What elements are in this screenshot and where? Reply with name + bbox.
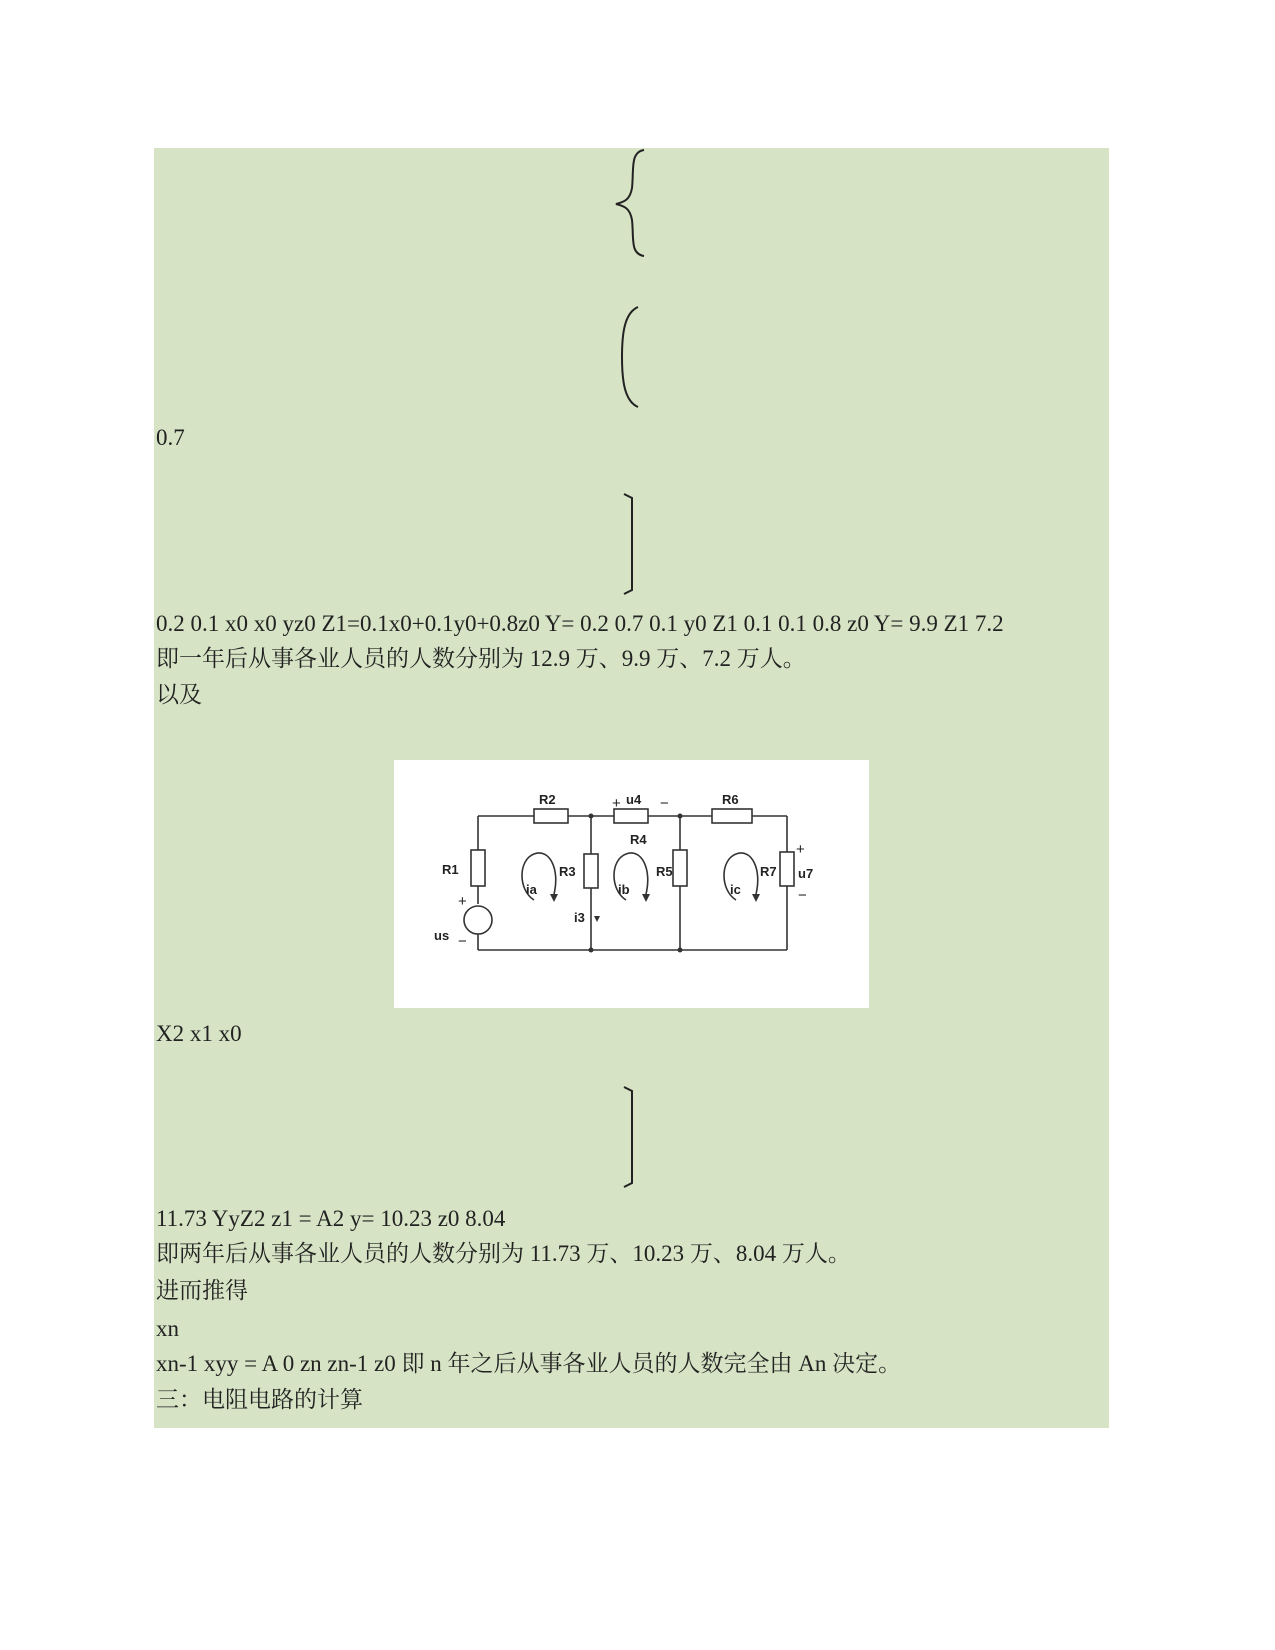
label-ib: ib bbox=[618, 882, 630, 897]
label-r3: R3 bbox=[559, 864, 576, 879]
label-r2: R2 bbox=[539, 792, 556, 807]
text-line-10: xn-1 xyy = A 0 zn zn-1 z0 即 n 年之后从事各业人员的人数完全由 An 决定。 bbox=[156, 1351, 902, 1376]
text-line-7: 即两年后从事各业人员的人数分别为 11.73 万、10.23 万、8.04 万人。 bbox=[156, 1241, 851, 1266]
text-line-1: 0.7 bbox=[156, 425, 185, 450]
label-u4: u4 bbox=[626, 792, 642, 807]
section-heading: 三：电阻电路的计算 bbox=[156, 1387, 363, 1412]
u7-minus-sign: − bbox=[798, 887, 807, 904]
us-plus-sign: + bbox=[458, 893, 467, 910]
text-line-6: 11.73 YyZ2 z1 = A2 y= 10.23 z0 8.04 bbox=[156, 1206, 506, 1231]
us-minus-sign: − bbox=[458, 933, 467, 950]
label-ic: ic bbox=[730, 882, 741, 897]
u4-plus-sign: + bbox=[612, 795, 621, 812]
label-r5: R5 bbox=[656, 864, 673, 879]
text-line-2: 0.2 0.1 x0 x0 yz0 Z1=0.1x0+0.1y0+0.8z0 Y= 0.2 0.7 0.1 y0 Z1 0.1 0.1 0.8 z0 Y= 9.9 Z1 7.2 bbox=[156, 611, 1004, 636]
circuit-diagram bbox=[394, 760, 869, 1008]
left-paren bbox=[616, 305, 646, 409]
label-r4: R4 bbox=[630, 832, 647, 847]
u4-minus-sign: − bbox=[660, 795, 669, 812]
right-bracket-2 bbox=[620, 1085, 644, 1189]
text-line-5: X2 x1 x0 bbox=[156, 1021, 242, 1046]
label-r1: R1 bbox=[442, 862, 459, 877]
label-r6: R6 bbox=[722, 792, 739, 807]
text-line-8: 进而推得 bbox=[156, 1278, 248, 1303]
label-us: us bbox=[434, 928, 450, 943]
left-curly-brace bbox=[610, 148, 650, 258]
label-u7: u7 bbox=[798, 866, 814, 881]
text-line-4: 以及 bbox=[156, 682, 202, 707]
text-line-3: 即一年后从事各业人员的人数分别为 12.9 万、9.9 万、7.2 万人。 bbox=[156, 646, 806, 671]
label-ia: ia bbox=[526, 882, 537, 897]
text-line-9: xn bbox=[156, 1316, 179, 1341]
u7-plus-sign: + bbox=[796, 841, 805, 858]
label-i3: i3 bbox=[574, 910, 585, 925]
circuit-svg bbox=[394, 760, 869, 1008]
label-r7: R7 bbox=[760, 864, 777, 879]
right-bracket-1 bbox=[620, 492, 644, 596]
